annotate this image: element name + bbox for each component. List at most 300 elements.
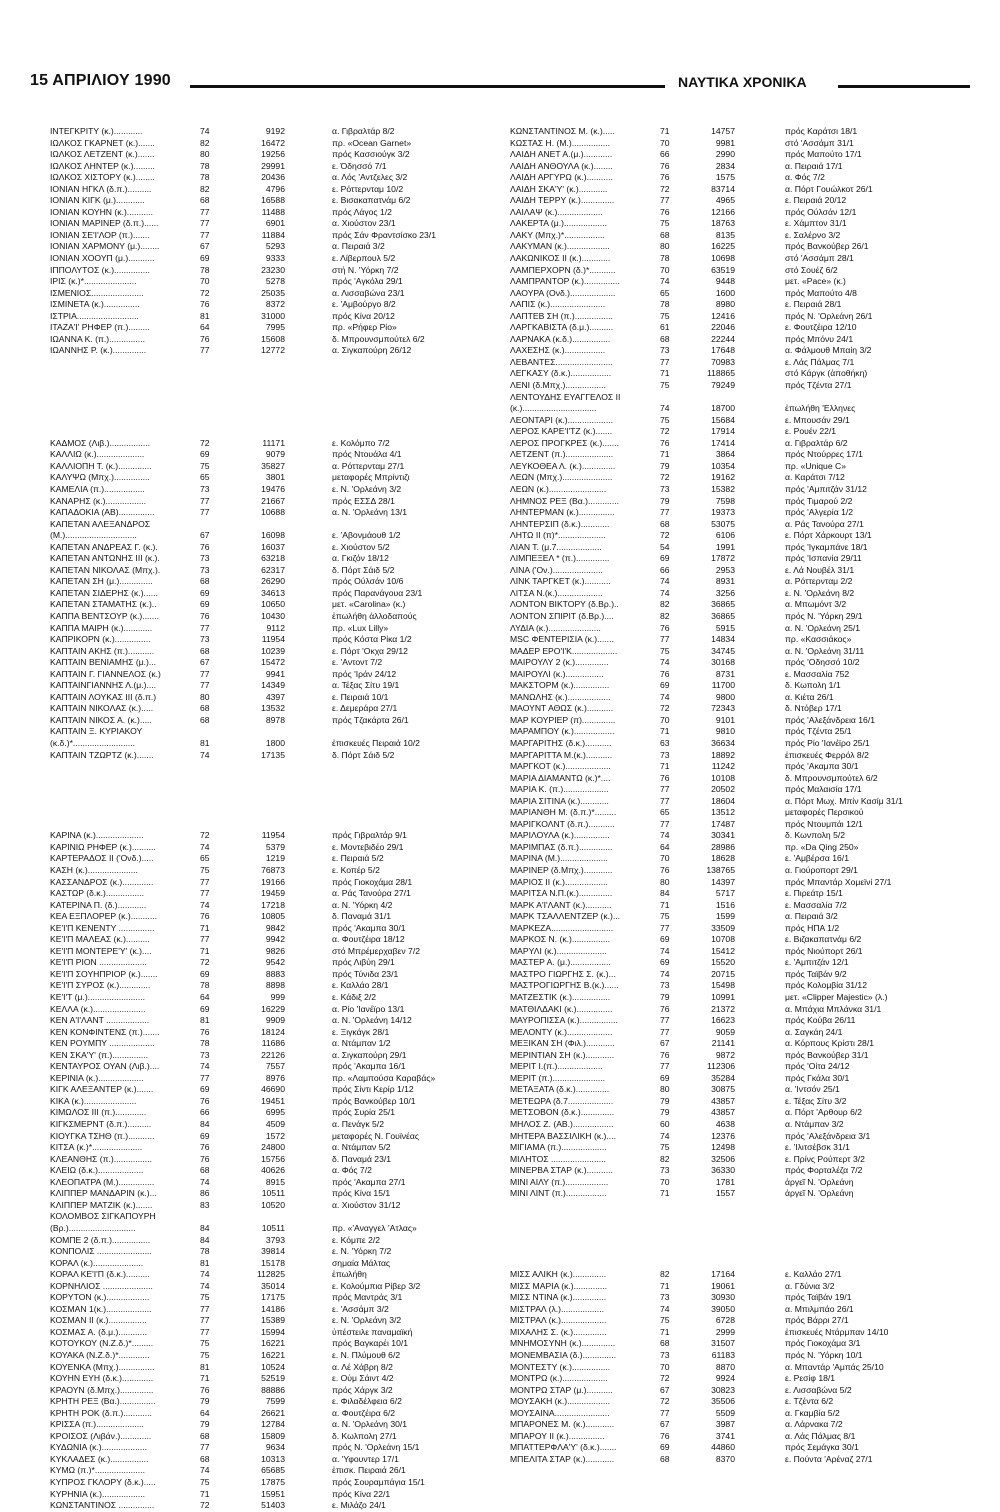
ship-row (50, 1246, 475, 1258)
header-rule-left (190, 85, 665, 88)
position: α. Ν. 'Ορλεάνη 14/12 (332, 1015, 412, 1026)
build-year: 80 (200, 691, 210, 702)
tonnage: 2990 (715, 149, 735, 160)
build-year: 76 (200, 1095, 210, 1106)
ship-row (50, 195, 475, 207)
build-year: 82 (660, 610, 670, 621)
ship-row (50, 634, 475, 646)
position: πρός Μπαντάρ Χομεϊνί 27/1 (785, 876, 892, 887)
tonnage: 1599 (715, 911, 735, 922)
blank-row (50, 819, 475, 831)
tonnage: 15520 (711, 957, 735, 968)
tonnage: 76873 (261, 865, 285, 875)
build-year: 71 (200, 945, 210, 956)
ship-row (50, 1408, 475, 1420)
build-year: 69 (200, 449, 210, 460)
ship-row (510, 530, 955, 542)
build-year: 68 (200, 195, 210, 206)
ship-row (510, 368, 955, 380)
tonnage: 19166 (261, 876, 285, 887)
build-year: 72 (200, 830, 210, 841)
build-year: 74 (660, 945, 670, 956)
tonnage: 2953 (715, 564, 735, 575)
position: ε. Καλλάο 28/1 (332, 980, 389, 991)
tonnage: 2999 (715, 1326, 735, 1337)
ship-name: ΚΑΠΤΑΙΝ ΝΙΚΟΣ Α. (κ.)..... (50, 714, 152, 725)
ship-name: ΙΝΤΕΓΚΡΙΤΥ (κ.)............ (50, 126, 143, 136)
tonnage: 16623 (711, 1015, 735, 1026)
ship-row (50, 923, 475, 935)
ship-row (510, 900, 955, 912)
ship-row (50, 853, 475, 865)
tonnage: 12772 (261, 345, 285, 356)
ship-row (510, 830, 955, 842)
position: πρός ΕΣΣΔ 28/1 (332, 495, 395, 506)
tonnage: 23230 (261, 264, 285, 275)
position: στό 'Ασσάμπ 28/1 (785, 253, 854, 264)
ship-name: ΜΙΓΙΑΜΑ (π.)................... (510, 1142, 607, 1153)
build-year: 64 (200, 992, 210, 1003)
build-year: 65 (200, 472, 210, 483)
blank-row (510, 1211, 955, 1223)
blank-row (50, 415, 475, 427)
tonnage: 8915 (265, 1176, 285, 1187)
build-year: 74 (200, 1176, 210, 1187)
build-year: 64 (660, 841, 670, 852)
build-year: 79 (660, 495, 670, 506)
build-year: 76 (200, 1142, 210, 1153)
tonnage: 9941 (265, 668, 285, 679)
ship-name: ΛΙΑΝ Τ. (μ.7................... (510, 541, 602, 552)
ship-name: ΜΑΚΣΤΟΡΜ (κ.)............... (510, 680, 610, 691)
position: πρός Ούλσάν 12/1 (785, 206, 857, 217)
tonnage: 53075 (711, 518, 735, 529)
ship-name: ΚΥΠΡΟΣ ΓΚΛΟΡΥ (δ.κ.)..... (50, 1476, 156, 1487)
build-year: 78 (200, 1246, 210, 1257)
tonnage: 31507 (711, 1338, 735, 1349)
blank-row (510, 1200, 955, 1212)
ship-row (50, 530, 475, 542)
ship-name: ΜΑΝΩΛΗΣ (κ.).................. (510, 691, 611, 702)
position: πρός Ούλσάν 10/6 (332, 576, 404, 587)
tonnage: 21667 (261, 495, 285, 506)
position: ἐπισκευές Πειραιά 10/2 (332, 737, 420, 748)
position: μεταφορές Ν. Γουϊνέας (332, 1130, 419, 1141)
ship-name: ΛΑΡΝΑΚΑ (κ.δ.)................ (510, 333, 611, 344)
ship-name: ΜΟΝΕΜΒΑΣΙΑ (δ.).............. (510, 1349, 617, 1360)
ship-name: ΙΤΑΖΑ'Ι' ΡΗΦΕΡ (π.)......... (50, 322, 150, 333)
ship-name: ΛΙΝΑ ('Ον.)..................... (510, 564, 603, 575)
build-year: 70 (660, 1361, 670, 1372)
position: πρός Καράτσι 18/1 (785, 126, 858, 136)
build-year: 69 (660, 1442, 670, 1453)
build-year: 74 (200, 126, 210, 136)
ship-name: ΜΕΡΙΤ Ι.(π.)................... (510, 1061, 603, 1072)
build-year: 82 (200, 183, 210, 194)
ship-row (510, 807, 955, 819)
ship-name: ΚΙΟΥΓΚΑ ΤΣΗΘ (π.)........... (50, 1130, 155, 1141)
position: δ. Μπρουνσμπούτελ 6/2 (332, 333, 425, 344)
blank-row (50, 796, 475, 808)
build-year: 73 (660, 345, 670, 356)
position: α. Πόρτ Μωχ. Μπίν Κασίμ 31/1 (785, 795, 903, 806)
ship-row (50, 230, 475, 242)
position: α. Φός 7/2 (332, 1165, 372, 1176)
ship-name: ΚΙΚΑ (κ.)...................... (50, 1095, 137, 1106)
tonnage: 43857 (711, 1095, 735, 1106)
ship-name: ΜΑΣΤΕΡ Α. (μ.)................. (510, 957, 611, 968)
tonnage: 39814 (261, 1246, 285, 1257)
ship-name: ΚΟΥΑΚΑ (Ν.Ζ.δ.)*............. (50, 1349, 150, 1360)
position: πρός 'Ακαμπα 16/1 (332, 1061, 406, 1072)
position: α. Φάλμουθ Μπαίη 3/2 (785, 345, 872, 356)
ship-name: ΛΕΒΑΝΤΕΣ........................ (510, 356, 613, 367)
blank-row (50, 368, 475, 380)
tonnage: 10511 (261, 1188, 285, 1199)
ship-row (50, 161, 475, 173)
ship-row (50, 334, 475, 346)
tonnage: 8370 (715, 1453, 735, 1464)
tonnage: 10520 (261, 1199, 285, 1210)
tonnage: 62317 (261, 564, 285, 575)
position: α. Γιούροπορτ 29/1 (785, 865, 858, 875)
ship-name: ΛΕΓΚΑΣΥ (δ.κ.)................. (510, 368, 612, 379)
ship-name: ΙΩΑΝΝΑ Κ. (π.)............... (50, 333, 145, 344)
ship-name: ΜΙΣΤΡΑΛ (λ.).................. (510, 1303, 604, 1314)
position: στό Σουέζ 6/2 (785, 264, 838, 275)
tonnage: 30168 (711, 657, 735, 668)
position: πρός Μπόνυ 24/1 (785, 333, 854, 344)
build-year: 76 (660, 772, 670, 783)
ship-name: ΜΟΝΤΡΩ (κ.)................... (510, 1373, 608, 1384)
position: δ. Ντόβερ 17/1 (785, 703, 842, 714)
position: πρός Βανκούβερ 31/1 (785, 1049, 869, 1060)
position: ε. Πειραιά 28/1 (785, 299, 842, 310)
tonnage: 17875 (261, 1476, 285, 1487)
tonnage: 10991 (711, 992, 735, 1003)
ship-row (510, 692, 955, 704)
ship-name: ΛΙΜΠΕΞΕΛ * (π.).............. (510, 553, 610, 564)
ship-row (510, 599, 955, 611)
tonnage: 12784 (261, 1419, 285, 1430)
tonnage: 46690 (261, 1084, 285, 1095)
position: α. Μπιλμπάο 26/1 (785, 1303, 854, 1314)
ship-row (50, 957, 475, 969)
ship-name: ΜΕΞΙΚΑΝ ΣΗ (Φιλ.)............ (510, 1038, 615, 1049)
ship-name: ΚΑΠΠΑ ΒΕΝΤΣΟΥΡ (κ.)....... (50, 610, 159, 621)
ship-row (510, 1304, 955, 1316)
position: ε. Μιλάζο 24/1 (332, 1500, 386, 1511)
position: α. Γδύνια 3/2 (785, 1280, 835, 1291)
ship-name: ΚΕΡΙΝΙΑ (κ.)................... (50, 1072, 144, 1083)
position: πρός 'Αλεξάνδρεια 16/1 (785, 714, 876, 725)
ship-row (510, 957, 955, 969)
ship-name: ΛΑΙΔΗ ΣΚΑ'Υ' (κ.)............ (510, 183, 608, 194)
position: ἐπωλήθη (332, 1269, 367, 1280)
position: πρός Νιούπορτ 26/1 (785, 945, 863, 956)
build-year: 77 (200, 934, 210, 945)
ship-row (510, 138, 955, 150)
position: α. Ντάμπαν 1/2 (332, 1038, 391, 1049)
position: ε. Βιζακαπατνάμ 6/2 (785, 934, 862, 945)
tonnage: 3741 (715, 1430, 735, 1441)
position: α. Σιγκαπούρη 29/1 (332, 1049, 407, 1060)
build-year: 73 (660, 1165, 670, 1176)
ship-row (50, 1004, 475, 1016)
build-year: 69 (200, 968, 210, 979)
build-year: 71 (660, 368, 670, 379)
ship-row (50, 1073, 475, 1085)
ship-name: ΚΕΛΛΑ (κ.)...................... (50, 1003, 146, 1014)
build-year: 84 (200, 1222, 210, 1233)
ship-name: (Βρ.)............................ (50, 1222, 136, 1233)
tonnage: 10354 (711, 460, 735, 471)
ship-name: ΚΑΠΤΑΙΝ ΑΚΗΣ (π.)........... (50, 645, 155, 656)
ship-name: ΜΠΑΤΤΕΡΦΛΑ'Υ' (δ.κ.)....... (510, 1442, 617, 1453)
tonnage: 9079 (265, 449, 285, 460)
ship-row (510, 149, 955, 161)
ship-row (50, 1396, 475, 1408)
position: ε. Ρόττερνταμ 10/2 (332, 183, 404, 194)
ship-row (50, 1050, 475, 1062)
ship-name: ΚΛΕΟΠΑΤΡΑ (Μ.)............... (50, 1176, 155, 1187)
tonnage: 4796 (265, 183, 285, 194)
ship-row (50, 1442, 475, 1454)
position: ε. 'Αβονμάουθ 1/2 (332, 530, 401, 541)
ship-name: ΚΑΣΤΩΡ (δ.κ.)................ (50, 888, 145, 899)
position: α. Κιέτα 26/1 (785, 691, 834, 702)
position: πρός Σάν Φραντσίσκο 23/1 (332, 229, 436, 240)
build-year: 68 (200, 703, 210, 714)
ship-row (510, 934, 955, 946)
position: πρός Μαντράς 3/1 (332, 1292, 403, 1303)
ship-row (50, 1211, 475, 1223)
ship-name: ΚΕ'Ι'Π ΜΑΛΕΑΣ (κ.).......... (50, 934, 150, 945)
ship-row (50, 1258, 475, 1270)
build-year: 71 (200, 1488, 210, 1499)
ship-name: ΚΟΡΑΛ (κ.)..................... (50, 1257, 144, 1268)
ship-name: ΚΑΡΤΕΡΑΔΟΣ ΙΙ ('Ονδ.)..... (50, 853, 154, 864)
tonnage: 10708 (711, 934, 735, 945)
position: ε. Πειραιά 5/2 (332, 853, 384, 864)
build-year: 76 (200, 1384, 210, 1395)
build-year: 75 (660, 1315, 670, 1326)
position: ε. Ν. 'Ορλεάνη 3/2 (332, 483, 402, 494)
build-year: 64 (200, 322, 210, 333)
position: α. Λός 'Αντζελες 3/2 (332, 172, 408, 183)
position: α. Λάς Πάλμας 8/1 (785, 1430, 856, 1441)
build-year: 72 (200, 957, 210, 968)
position: στό Κάργκ (ἀποθήκη) (785, 368, 868, 379)
build-year: 77 (200, 1303, 210, 1314)
ship-row (50, 646, 475, 658)
tonnage: 138765 (706, 865, 735, 875)
ship-name: ΚΑΠΕΤΑΝ ΝΙΚΟΛΑΣ (Μπχ.). (50, 564, 161, 575)
tonnage: 79249 (711, 380, 735, 391)
position: πρός Χάργκ 3/2 (332, 1384, 393, 1395)
ship-row (510, 1373, 955, 1385)
build-year: 74 (200, 1061, 210, 1072)
tonnage: 36865 (711, 599, 735, 610)
position: ε. Βισακαπατνάμ 6/2 (332, 195, 411, 206)
tonnage: 17414 (711, 437, 735, 448)
ship-row (50, 1096, 475, 1108)
ship-row (50, 1084, 475, 1096)
tonnage: 36330 (711, 1165, 735, 1176)
tonnage: 16588 (261, 195, 285, 206)
position: α. Λέ Χάβρη 8/2 (332, 1361, 393, 1372)
build-year: 73 (200, 1049, 210, 1060)
ship-row (510, 322, 955, 334)
tonnage: 18124 (261, 1026, 285, 1037)
tonnage: 35014 (261, 1280, 285, 1291)
build-year: 72 (660, 703, 670, 714)
build-year: 73 (660, 1292, 670, 1303)
tonnage: 18700 (711, 403, 735, 414)
ship-row (50, 1223, 475, 1235)
build-year: 71 (660, 899, 670, 910)
ship-row (510, 1142, 955, 1154)
tonnage: 28986 (711, 841, 735, 852)
position: ε. Μασσαλία 7/2 (785, 899, 847, 910)
build-year: 79 (660, 992, 670, 1003)
tonnage: 17914 (711, 426, 735, 437)
build-year: 71 (660, 1188, 670, 1199)
ship-name: ΚΕΝ ΣΚΑ'Υ' (π.)............... (50, 1049, 149, 1060)
build-year: 74 (200, 1465, 210, 1476)
build-year: 76 (660, 668, 670, 679)
tonnage: 15389 (261, 1315, 285, 1326)
tonnage: 16221 (261, 1349, 285, 1360)
ship-name: ΚΥΜΩ (π.)*..................... (50, 1465, 145, 1476)
position: ε. Χάμπτον 31/1 (785, 218, 847, 229)
ship-row (510, 207, 955, 219)
ship-name: ΚΑΠΤΑΙΝ ΤΖΩΡΤΖ (κ.)....... (50, 749, 154, 760)
tonnage: 30823 (711, 1384, 735, 1395)
ship-row (50, 1015, 475, 1027)
ship-name: ΙΩΛΚΟΣ ΛΕΤΖΕΝΤ (κ.)....... (50, 149, 155, 160)
position: πρ. «Ocean Garnet» (332, 137, 412, 148)
ship-row (510, 553, 955, 565)
ship-name: ΜΕΛΟΝΤΥ (κ.)................... (510, 1026, 613, 1037)
tonnage: 16221 (261, 1338, 285, 1349)
ship-name: ΚΟΝΠΟΛΙΣ ....................... (50, 1246, 152, 1257)
tonnage: 9909 (265, 1015, 285, 1026)
ship-row (50, 1373, 475, 1385)
blank-row (50, 392, 475, 404)
ship-name: ΚΟΡΝΗΛΙΟΣ ..................... (50, 1280, 153, 1291)
build-year: 71 (660, 761, 670, 772)
build-year: 76 (660, 437, 670, 448)
build-year: 71 (200, 922, 210, 933)
ship-row (510, 380, 955, 392)
ship-name: ΜΑΡΙΑ Κ. (π.)................... (510, 784, 609, 795)
ship-list-left-column (50, 126, 475, 1512)
position: πρός 'Ιράν 24/12 (332, 668, 397, 679)
ship-row (50, 1362, 475, 1374)
ship-name: ΛΙΤΣΑ Ν.(κ.)................... (510, 587, 603, 598)
tonnage: 17487 (711, 818, 735, 829)
ship-name: ΚΟΣΜΑΣ Α. (δ.μ.)............ (50, 1326, 147, 1337)
build-year: 75 (660, 218, 670, 229)
blank-row (50, 426, 475, 438)
tonnage: 32506 (711, 1153, 735, 1164)
ship-name: ΜΑΡΙΜΠΑΣ (δ.π.).............. (510, 841, 613, 852)
ship-name: ΜΑΡΙΛΟΥΛΑ (κ.)............... (510, 830, 610, 841)
ship-name: ΜΑΥΡΟΠΙΣΣΑ (κ.)................ (510, 1015, 618, 1026)
build-year: 75 (660, 645, 670, 656)
position: δ. Πόρτ Σάιδ 5/2 (332, 564, 395, 575)
build-year: 72 (660, 1373, 670, 1384)
build-year: 77 (660, 507, 670, 518)
ship-row (50, 542, 475, 554)
tonnage: 63519 (711, 264, 735, 275)
build-year: 72 (660, 472, 670, 483)
ship-name: ΚΩΝΣΤΑΝΤΙΝΟΣ ............... (50, 1500, 155, 1511)
build-year: 70 (660, 264, 670, 275)
build-year: 60 (660, 1119, 670, 1130)
tonnage: 9059 (715, 1026, 735, 1037)
ship-row (50, 1489, 475, 1501)
build-year: 69 (660, 553, 670, 564)
ship-row (50, 149, 475, 161)
tonnage: 18604 (711, 795, 735, 806)
position: μετ. «Carolina» (κ.) (332, 599, 406, 610)
build-year: 74 (200, 1269, 210, 1280)
build-year: 67 (660, 1419, 670, 1430)
ship-row (50, 1385, 475, 1397)
position: πρός 'Αμπιτζάν 31/12 (785, 483, 867, 494)
blank-row (50, 773, 475, 785)
ship-name: ΜΝΗΜΟΣΥΝΗ (κ.).............. (510, 1338, 616, 1349)
ship-row (510, 819, 955, 831)
ship-name: ΜΟΝΤΡΩ ΣΤΑΡ (μ.)........... (510, 1384, 613, 1395)
ship-name: ΚΑΠΑΔΟΚΙΑ (ΑΒ)............... (50, 507, 155, 518)
build-year: 74 (660, 968, 670, 979)
build-year: 70 (660, 853, 670, 864)
ship-row (50, 623, 475, 635)
ship-row (50, 1038, 475, 1050)
position: ὑπέστειλε παναμαϊκή (332, 1326, 413, 1337)
build-year: 64 (200, 1407, 210, 1418)
ship-row (50, 1281, 475, 1293)
position: δ. Κωπολη 1/1 (785, 680, 841, 691)
tonnage: 6901 (265, 218, 285, 229)
position: ε. Μοντεβιδέο 29/1 (332, 841, 404, 852)
ship-name: ΛΑΙΔΗ ΤΕΡΡΥ (κ.).............. (510, 195, 615, 206)
ship-name: ΙΩΑΝΝΗΣ Ρ. (κ.).............. (50, 345, 147, 356)
tonnage: 10650 (261, 599, 285, 610)
ship-row (510, 726, 955, 738)
ship-row (50, 1154, 475, 1166)
position: α. Πόρτ 'Αρθουρ 6/2 (785, 1107, 863, 1118)
ship-name: ΙΩΛΚΟΣ ΧΙΣΤΟΡΥ (κ.)........ (50, 172, 155, 183)
build-year: 68 (200, 1430, 210, 1441)
ship-name: ΜΑΡΑΜΠΟΥ (κ.)................. (510, 726, 615, 737)
blank-row (510, 1258, 955, 1270)
position: πρός Τιμαρού 2/2 (785, 495, 853, 506)
tonnage: 40626 (261, 1165, 285, 1176)
tonnage: 22244 (711, 333, 735, 344)
tonnage: 88886 (261, 1384, 285, 1395)
ship-name: ΚΥΡΗΝΙΑ (κ.).................. (50, 1488, 146, 1499)
build-year: 77 (200, 206, 210, 217)
tonnage: 35284 (711, 1072, 735, 1083)
ship-name: ΚΙΓΚΣΜΕΡΝΤ (δ.π.).......... (50, 1119, 152, 1130)
ship-row (510, 484, 955, 496)
ship-row (510, 1350, 955, 1362)
ship-row (50, 911, 475, 923)
